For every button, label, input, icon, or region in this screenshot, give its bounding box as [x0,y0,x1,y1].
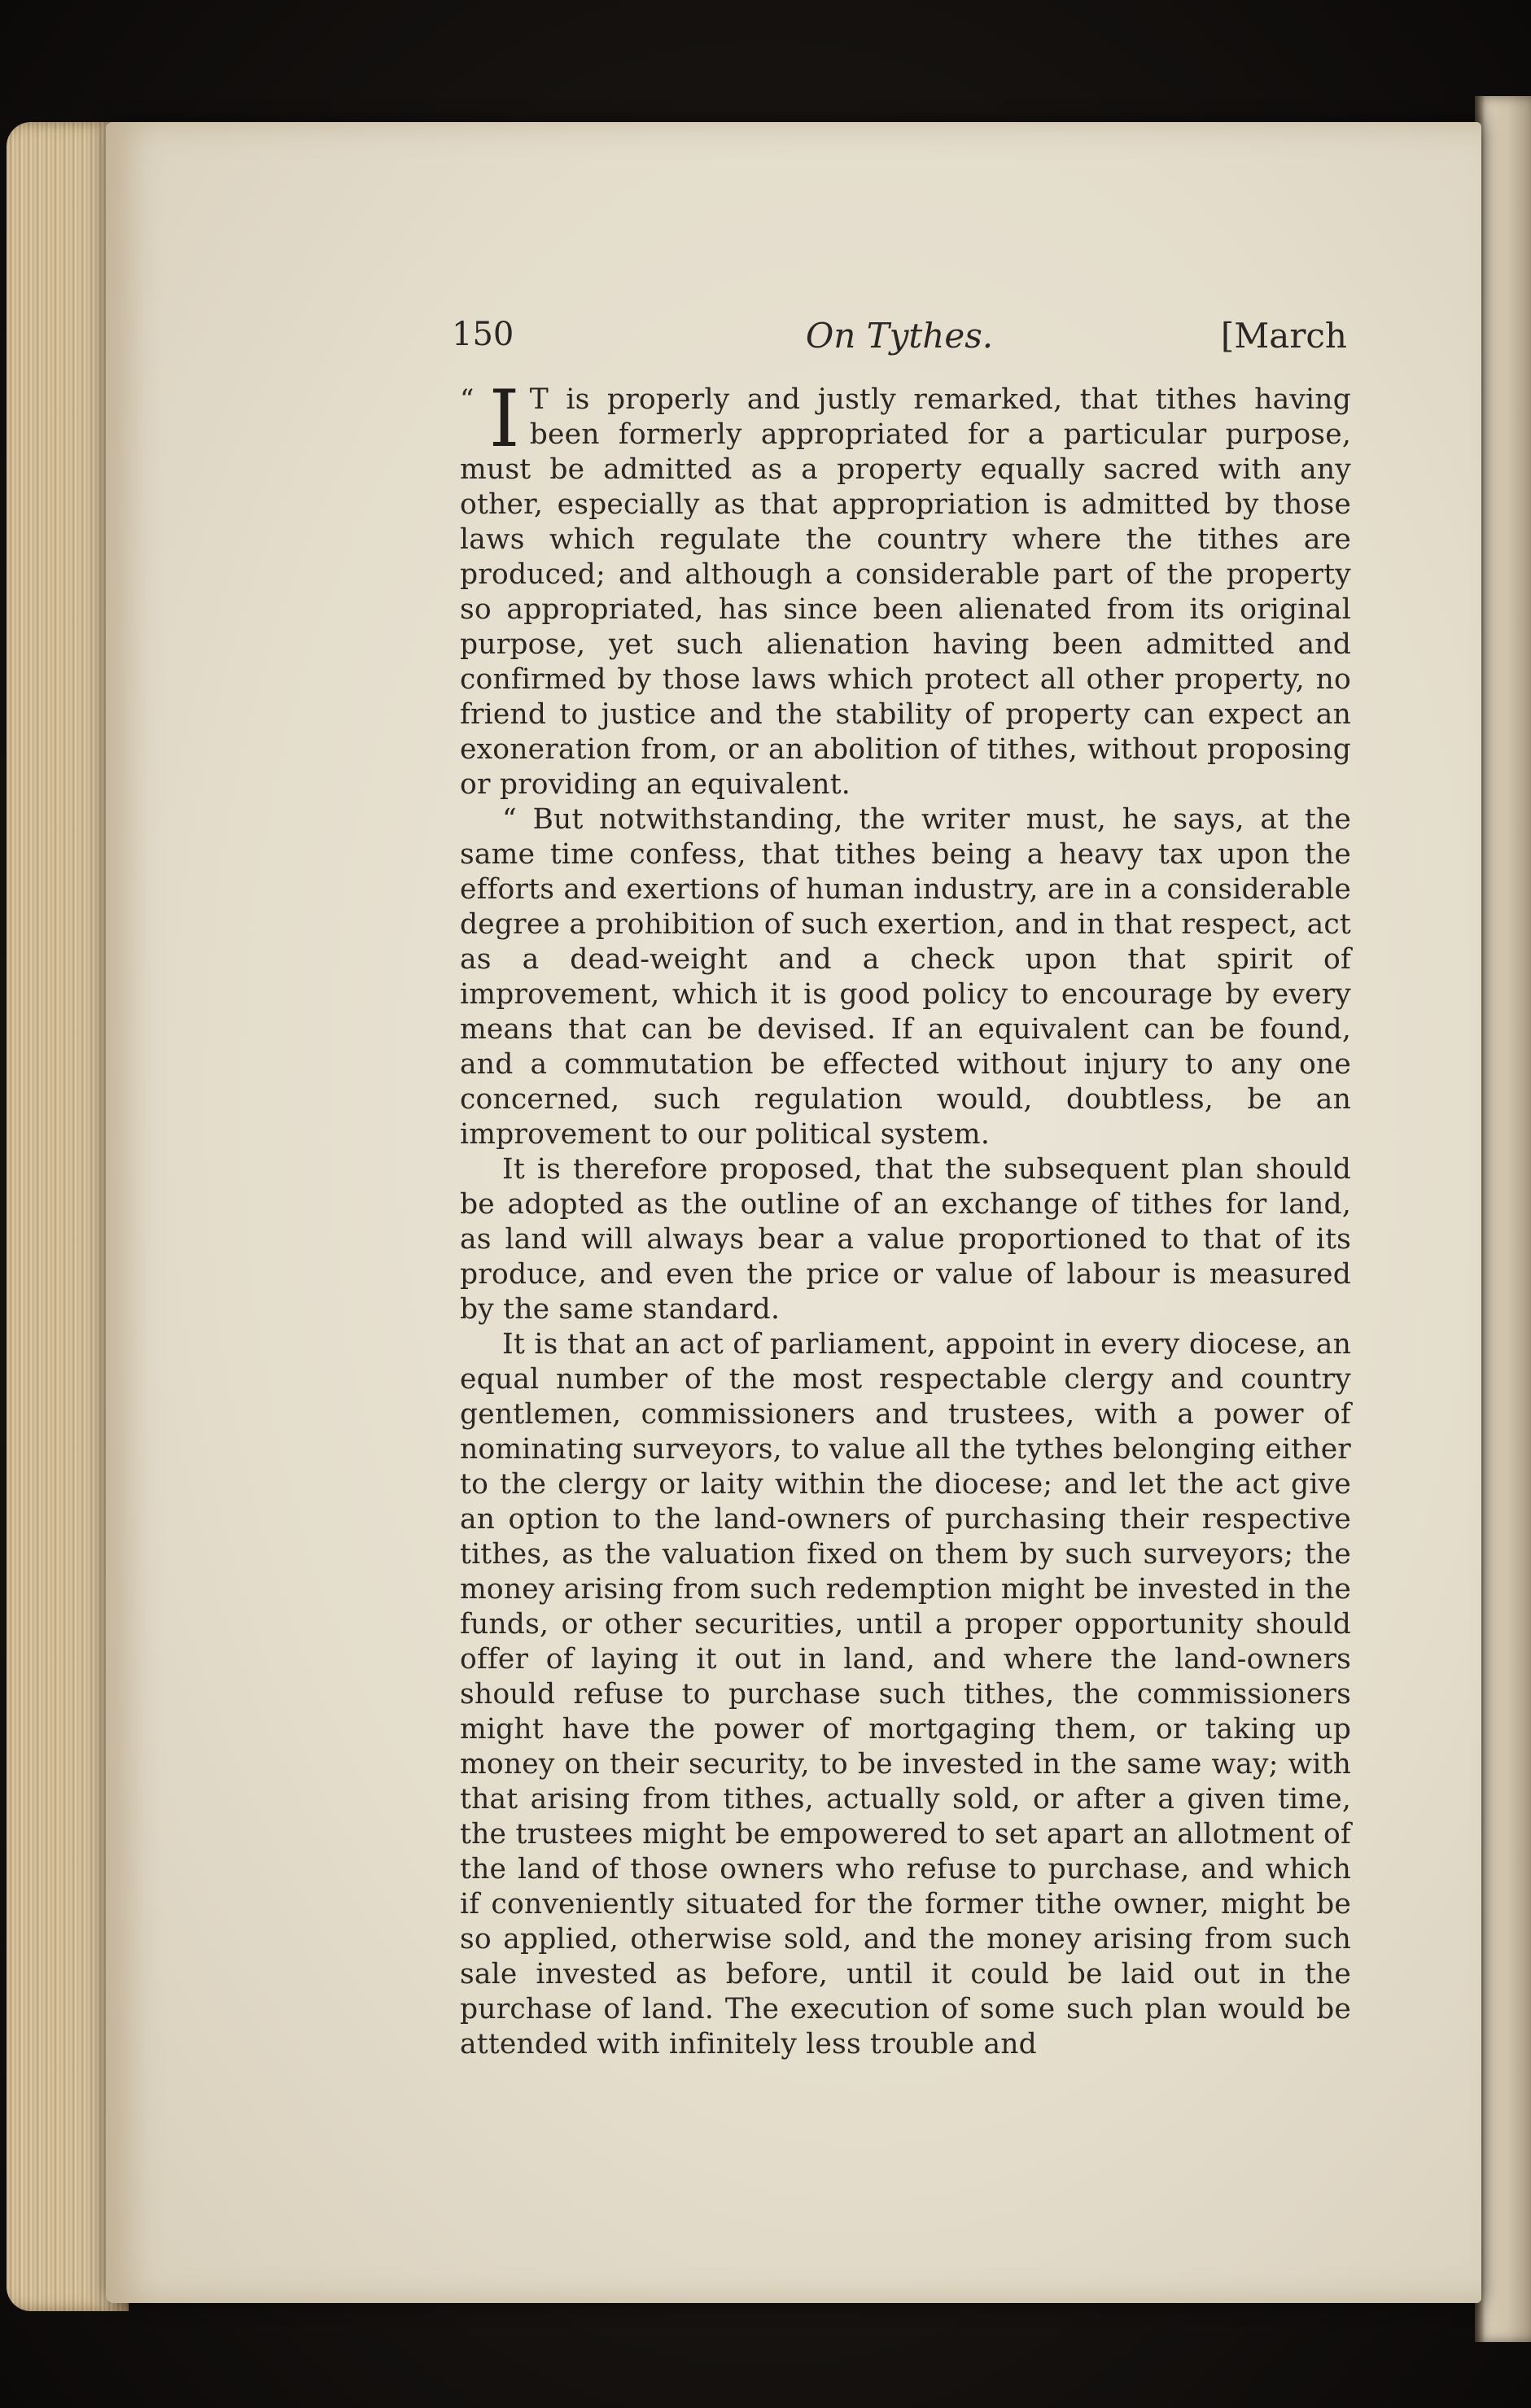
paragraph-1 [460,374,1351,802]
article-body [460,374,1351,2062]
page-number: 150 [452,316,514,353]
opening-quote: “ [460,383,475,416]
paragraph-3: It is therefore proposed, that the subsequent plan should be adopted as the outline of an exchange of tithes for land, as land will always bear a value proportioned to that of its produce, and even the price or value of labour is measured by the same standard. [460,1153,1351,1326]
paragraph-1-text: T is properly and justly remarked, that tithes having been formerly appropriated for a particular purpose, must be admitted as a property equally sacred with any other, especially as that appropriation is admitted by those laws which regulate the country where the tithes are produced; and although a considerable part of the property so appropriated, has since been alienated from its original purpose, yet such alienation having been admitted and confirmed by those laws which protect all other property, no friend to justice and the stability of property can expect an exoneration from, or an abolition of tithes, without proposing or providing an equivalent. [460,383,1351,801]
running-head [452,316,1347,365]
running-date: [March [1220,316,1347,356]
paragraph-2: “ But notwithstanding, the writer must, he says, at the same time confess, that tithes being a heavy tax upon the efforts and exertions of human industry, are in a considerable degree a prohibition of such exertion, and in that respect, act as a dead-weight and a check upon that spirit of improvement, which it is good policy to encourage by every means that can be devised. If an equivalent can be found, and a commutation be effected without injury to any one concerned, such regulation would, doubtless, be an improvement to our political system. [460,803,1351,1151]
page-title: On Tythes. [805,316,994,356]
facing-page-edge [1475,96,1531,2342]
drop-cap: I [488,374,520,465]
paragraph-4: It is that an act of parliament, appoint in every diocese, an equal number of the most respectable clergy and country gentlemen, commissioners and trustees, with a power of nominating surveyors, to value all the tythes belonging either to the clergy or laity within the diocese; and let the act give an option to the land-owners of purchasing their respective tithes, as the valuation fixed on them by such surveyors; the money arising from such redemption might be invested in the funds, or other securities, until a proper opportunity should offer of laying it out in land, and where the land-owners should refuse to purchase such tithes, the commissioners might have the power of mortgaging them, or taking up money on their security, to be invested in the same way; with that arising from tithes, actually sold, or after a given time, the trustees might be empowered to set apart an allotment of the land of those owners who refuse to purchase, and which if conveniently situated for the former tithe owner, might be so applied, otherwise sold, and the money arising from such sale invested as before, until it could be laid out in the purchase of land. The execution of some such plan would be attended with infinitely less trouble and [460,1328,1351,2061]
